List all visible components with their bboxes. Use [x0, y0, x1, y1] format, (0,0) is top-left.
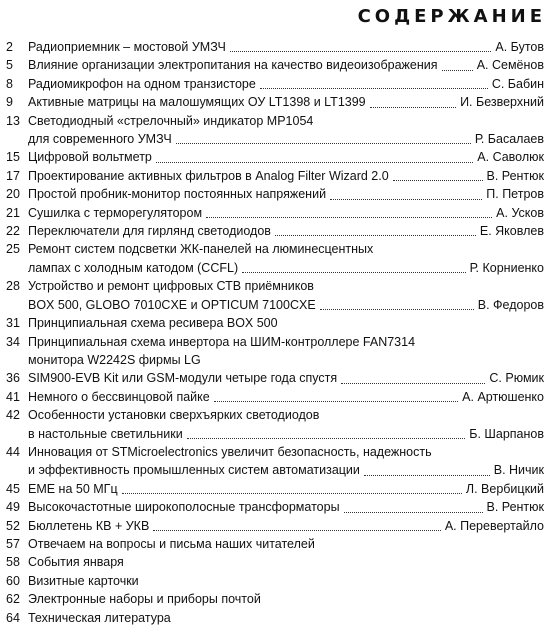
article-title: Отвечаем на вопросы и письма наших читателей [28, 536, 315, 551]
article-author: А. Саволюк [477, 150, 544, 165]
dot-leader [187, 438, 466, 439]
toc-entry [6, 185, 544, 203]
page-number: 8 [6, 76, 13, 91]
article-author: Р. Корниенко [469, 260, 544, 275]
toc-entry-continuation [6, 351, 544, 369]
toc-entry-line [6, 56, 544, 74]
article-author: Л. Вербицкий [465, 481, 544, 496]
dot-leader [260, 88, 488, 89]
dot-leader [176, 143, 471, 144]
article-title: Принципиальная схема инвертора на ШИМ-контроллере FAN7314 [28, 334, 416, 349]
article-author: С. Рюмик [489, 371, 544, 386]
article-title: Устройство и ремонт цифровых СТВ приёмников [28, 279, 314, 294]
toc-entry-line [6, 590, 544, 608]
dot-leader [393, 180, 483, 181]
page-number: 64 [6, 610, 20, 625]
toc-entry-continuation [6, 259, 544, 277]
article-author: И. Безверхний [460, 95, 544, 110]
article-title: Техническая литература [28, 610, 171, 625]
toc-entry [6, 314, 544, 332]
dot-leader [153, 530, 441, 531]
toc-entry [6, 388, 544, 406]
dot-leader [242, 272, 465, 273]
dot-leader [330, 199, 482, 200]
page-number: 31 [6, 316, 20, 331]
toc-entry [6, 148, 544, 166]
article-title: монитора W2242S фирмы LG [28, 352, 201, 367]
toc-entry-line [6, 369, 544, 387]
toc-entry [6, 517, 544, 535]
toc-entry [6, 38, 544, 56]
page-number: 17 [6, 168, 20, 183]
toc-entry-line [6, 572, 544, 590]
toc-entry [6, 443, 544, 480]
article-title: BOX 500, GLOBO 7010CXE и OPTICUM 7100CXE [28, 297, 316, 312]
page-number: 25 [6, 242, 20, 257]
article-title: Цифровой вольтметр [28, 150, 152, 165]
article-title: ЕМЕ на 50 МГц [28, 481, 118, 496]
article-title: Бюллетень КВ + УКВ [28, 518, 150, 533]
toc-entry-line [6, 167, 544, 185]
article-title: Влияние организации электропитания на качество видеоизображения [28, 58, 438, 73]
table-of-contents [6, 38, 544, 627]
page-number: 49 [6, 500, 20, 515]
page-number: 52 [6, 518, 20, 533]
article-title: События января [28, 555, 124, 570]
toc-entry [6, 406, 544, 443]
toc-entry [6, 75, 544, 93]
page-number: 42 [6, 408, 20, 423]
toc-entry-line [6, 204, 544, 222]
article-author: Е. Яковлев [479, 224, 544, 239]
toc-entry [6, 572, 544, 590]
article-title: Визитные карточки [28, 573, 139, 588]
toc-entry [6, 480, 544, 498]
article-title: Простой пробник-монитор постоянных напряжений [28, 187, 327, 202]
page-number: 13 [6, 113, 20, 128]
dot-leader [275, 235, 476, 236]
toc-entry-line [6, 240, 544, 258]
toc-entry [6, 590, 544, 608]
article-author: А. Перевертайло [444, 518, 544, 533]
article-title: Инновация от STMicroelectronics увеличит безопасность, надежность [28, 444, 432, 459]
toc-entry [6, 167, 544, 185]
article-title: Особенности установки сверхъярких светодиодов [28, 408, 320, 423]
article-title: Высокочастотные широкополосные трансформаторы [28, 500, 340, 515]
article-title: для современного УМЗЧ [28, 132, 172, 147]
page-number: 5 [6, 58, 13, 73]
article-author: С. Бабин [491, 76, 544, 91]
article-title: Активные матрицы на малошумящих ОУ LT1398 и LT1399 [28, 95, 366, 110]
dot-leader [214, 401, 458, 402]
dot-leader [370, 107, 456, 108]
toc-entry-continuation [6, 296, 544, 314]
article-author: А. Семёнов [476, 58, 544, 73]
article-title: Принципиальная схема ресивера BOX 500 [28, 316, 278, 331]
article-title: Светодиодный «стрелочный» индикатор МР1054 [28, 113, 314, 128]
toc-entry-line [6, 75, 544, 93]
toc-entry-line [6, 222, 544, 240]
article-author: А. Усков [496, 205, 544, 220]
dot-leader [230, 51, 492, 52]
dot-leader [156, 162, 473, 163]
article-title: Электронные наборы и приборы почтой [28, 592, 261, 607]
toc-entry-line [6, 277, 544, 295]
article-author: В. Ничик [493, 463, 544, 478]
article-title: лампах с холодным катодом (CCFL) [28, 260, 239, 275]
toc-entry [6, 277, 544, 314]
article-title: Сушилка с терморегулятором [28, 205, 203, 220]
article-author: Б. Шарпанов [469, 426, 544, 441]
toc-entry [6, 93, 544, 111]
toc-entry [6, 333, 544, 370]
article-author: А. Артюшенко [462, 389, 544, 404]
page-number: 22 [6, 224, 20, 239]
toc-entry-continuation [6, 130, 544, 148]
toc-entry [6, 56, 544, 74]
toc-entry-line [6, 553, 544, 571]
toc-entry [6, 112, 544, 149]
toc-entry-line [6, 38, 544, 56]
page-number: 41 [6, 389, 20, 404]
toc-entry-line [6, 388, 544, 406]
article-author: П. Петров [486, 187, 544, 202]
toc-entry-line [6, 443, 544, 461]
toc-entry-line [6, 148, 544, 166]
toc-entry [6, 369, 544, 387]
toc-entry [6, 222, 544, 240]
toc-entry-line [6, 185, 544, 203]
article-title: в настольные светильники [28, 426, 183, 441]
toc-entry [6, 498, 544, 516]
page-number: 62 [6, 592, 20, 607]
toc-entry-line [6, 333, 544, 351]
article-title: Радиомикрофон на одном транзисторе [28, 76, 256, 91]
dot-leader [206, 217, 492, 218]
toc-entry [6, 553, 544, 571]
page-number: 28 [6, 279, 20, 294]
toc-entry-line [6, 517, 544, 535]
dot-leader [320, 309, 474, 310]
dot-leader [122, 493, 462, 494]
article-author: В. Федоров [477, 297, 544, 312]
toc-entry-line [6, 93, 544, 111]
toc-entry-continuation [6, 461, 544, 479]
dot-leader [364, 475, 490, 476]
page-number: 34 [6, 334, 20, 349]
article-title: Ремонт систем подсветки ЖК-панелей на люминесцентных [28, 242, 374, 257]
page-number: 15 [6, 150, 20, 165]
page-title: СОДЕРЖАНИЕ [357, 6, 546, 27]
toc-entry [6, 535, 544, 553]
dot-leader [341, 383, 485, 384]
toc-entry [6, 240, 544, 277]
article-author: В. Рентюк [486, 168, 544, 183]
page-number: 20 [6, 187, 20, 202]
article-title: Радиоприемник – мостовой УМЗЧ [28, 40, 226, 54]
article-title: и эффективность промышленных систем автоматизации [28, 463, 360, 478]
page-number: 44 [6, 444, 20, 459]
toc-entry [6, 204, 544, 222]
article-author: А. Бутов [495, 40, 544, 54]
page-number: 2 [6, 40, 13, 54]
article-title: Переключатели для гирлянд светодиодов [28, 224, 271, 239]
article-author: В. Рентюк [486, 500, 544, 515]
article-author: Р. Басалаев [474, 132, 544, 147]
toc-entry-line [6, 406, 544, 424]
article-title: SIM900-EVB Kit или GSM-модули четыре года спустя [28, 371, 338, 386]
toc-entry-line [6, 314, 544, 332]
toc-entry-continuation [6, 425, 544, 443]
toc-entry-line [6, 609, 544, 627]
toc-entry [6, 609, 544, 627]
page-number: 36 [6, 371, 20, 386]
page-number: 57 [6, 536, 20, 551]
toc-entry-line [6, 498, 544, 516]
article-title: Проектирование активных фильтров в Analog Filter Wizard 2.0 [28, 168, 389, 183]
dot-leader [442, 70, 473, 71]
page-number: 58 [6, 555, 20, 570]
page-number: 60 [6, 573, 20, 588]
toc-entry-line [6, 535, 544, 553]
article-title: Немного о бессвинцовой пайке [28, 389, 210, 404]
page-number: 45 [6, 481, 20, 496]
page-number: 21 [6, 205, 20, 220]
page-number: 9 [6, 95, 13, 110]
toc-entry-line [6, 112, 544, 130]
dot-leader [344, 512, 483, 513]
toc-entry-line [6, 480, 544, 498]
